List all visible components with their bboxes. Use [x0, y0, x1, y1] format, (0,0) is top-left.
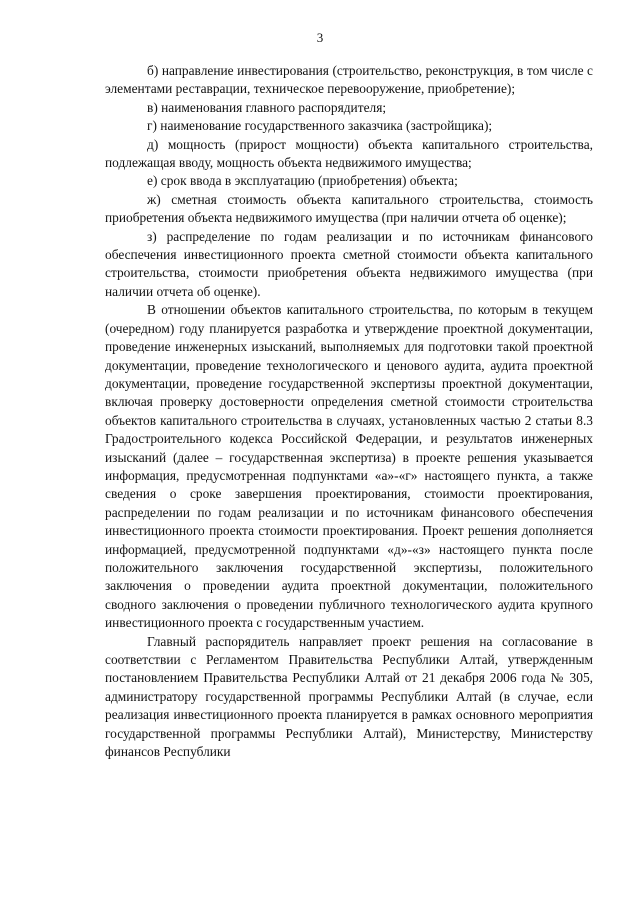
paragraph-item-d: д) мощность (прирост мощности) объекта капитального строительства, подлежащая вводу, мощность объекта недвижимого имущества;: [105, 136, 593, 171]
document-body: [105, 62, 593, 761]
paragraph-item-z: з) распределение по годам реализации и по источникам финансового обеспечения инвестиционного проекта сметной стоимости объекта капитального строительства, стоимости приобретения объекта недвижимого имущества (при наличии отчета об оценке).: [105, 228, 593, 299]
paragraph-capital-construction: В отношении объектов капитального строительства, по которым в текущем (очередном) году планируется разработка и утверждение проектной документации, проведение инженерных изысканий, выполняемых для подготовки такой проектной документации, проведение технологического и ценового аудита, аудита проектной документации, проведение государственной экспертизы проектной документации, включая проверку достоверности определения сметной стоимости строительства объектов капитального строительства в случаях, установленных частью 2 статьи 8.3 Градостроительного кодекса Российской Федерации, и результатов инженерных изысканий (далее – государственная экспертиза) в проекте решения указывается информация, предусмотренная подпунктами «а»-«г» настоящего пункта, а также сведения о сроке завершения проектирования, стоимости проектирования, распределении по годам реализации и по источникам финансового обеспечения инвестиционного проекта стоимости проектирования. Проект решения дополняется информацией, предусмотренной подпунктами «д»-«з» настоящего пункта после положительного заключения государственной экспертизы, положительного заключения о проведении аудита проектной документации, положительного сводного заключения о проведении публичного технологического аудита крупного инвестиционного проекта с государственным участием.: [105, 302, 593, 631]
paragraph-approval-procedure: Главный распорядитель направляет проект решения на согласование в соответствии с Регламентом Правительства Республики Алтай, утвержденным постановлением Правительства Республики Алтай от 21 декабря 2006 года № 305, администратору государственной программы Республики Алтай (в случае, если реализация инвестиционного проекта планируется в рамках основного мероприятия государственной программы Республики Алтай), Министерству, Министерству финансов Республики: [105, 633, 593, 760]
paragraph-item-b: б) направление инвестирования (строительство, реконструкция, в том числе с элементами реставрации, техническое перевооружение, приобретение);: [105, 63, 593, 97]
paragraph-item-g: г) наименование государственного заказчика (застройщика);: [147, 118, 493, 134]
paragraph-item-v: в) наименования главного распорядителя;: [147, 99, 387, 115]
paragraph-item-e: е) срок ввода в эксплуатацию (приобретения) объекта;: [147, 173, 458, 189]
page-number: 3: [316, 30, 324, 45]
paragraph-item-zh: ж) сметная стоимость объекта капитального строительства, стоимость приобретения объекта недвижимого имущества (при наличии отчета об оценке);: [105, 191, 593, 226]
